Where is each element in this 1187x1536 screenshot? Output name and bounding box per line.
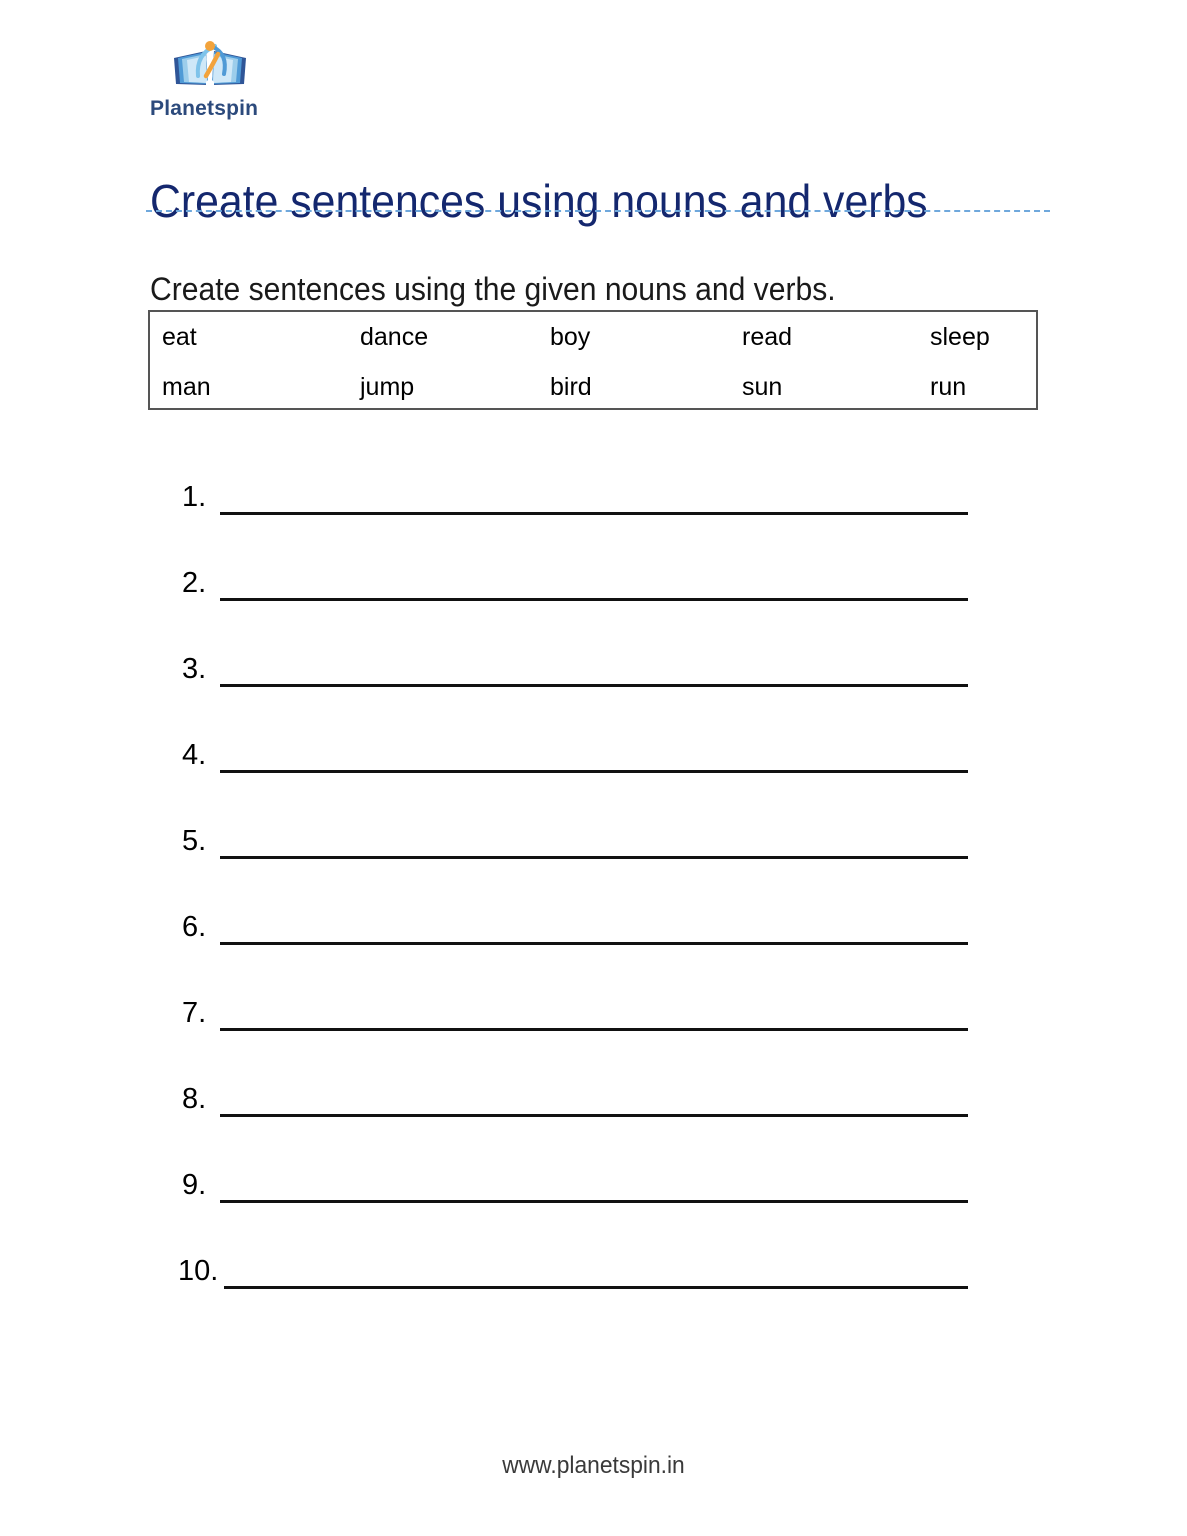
word-bank-grid (150, 312, 1100, 412)
answer-number: 10. (178, 1255, 219, 1287)
page-title: Create sentences using nouns and verbs (150, 174, 928, 227)
word-cell: boy (550, 322, 591, 351)
answer-number: 2. (182, 567, 207, 599)
list-item (150, 900, 1050, 986)
answer-number: 3. (182, 653, 207, 685)
footer-website: www.planetspin.in (502, 1452, 685, 1479)
word-bank-table (148, 310, 1038, 410)
brand-logo (150, 38, 370, 130)
word-cell: eat (162, 322, 197, 351)
word-cell: run (930, 372, 967, 401)
table-row (150, 362, 1100, 412)
answer-number: 7. (182, 997, 207, 1029)
answer-number: 4. (182, 739, 207, 771)
answer-write-line[interactable] (224, 1286, 968, 1289)
word-cell: sun (742, 372, 783, 401)
list-item (150, 642, 1050, 728)
answer-write-line[interactable] (220, 684, 968, 687)
table-row (150, 312, 1100, 362)
list-item (150, 986, 1050, 1072)
list-item (150, 814, 1050, 900)
open-book-with-figure-icon (168, 38, 252, 94)
word-cell: sleep (930, 322, 990, 351)
list-item (150, 470, 1050, 556)
answer-number: 1. (182, 481, 207, 513)
list-item (150, 728, 1050, 814)
list-item (150, 1072, 1050, 1158)
word-cell: jump (360, 372, 415, 401)
answer-list (150, 470, 1050, 1330)
answer-write-line[interactable] (220, 770, 968, 773)
word-cell: read (742, 322, 793, 351)
answer-write-line[interactable] (220, 1114, 968, 1117)
instruction-text: Create sentences using the given nouns and verbs. (150, 271, 836, 307)
word-cell: man (162, 372, 211, 401)
brand-wordmark: Planetspin (150, 97, 259, 120)
answer-write-line[interactable] (220, 512, 968, 515)
answer-number: 6. (182, 911, 207, 943)
list-item (150, 556, 1050, 642)
word-cell: bird (550, 372, 592, 401)
answer-number: 5. (182, 825, 207, 857)
list-item (150, 1244, 1050, 1330)
answer-number: 8. (182, 1083, 207, 1115)
answer-write-line[interactable] (220, 1028, 968, 1031)
answer-write-line[interactable] (220, 942, 968, 945)
answer-write-line[interactable] (220, 598, 968, 601)
word-cell: dance (360, 322, 429, 351)
title-divider (146, 210, 1050, 212)
list-item (150, 1158, 1050, 1244)
answer-write-line[interactable] (220, 856, 968, 859)
answer-write-line[interactable] (220, 1200, 968, 1203)
answer-number: 9. (182, 1169, 207, 1201)
